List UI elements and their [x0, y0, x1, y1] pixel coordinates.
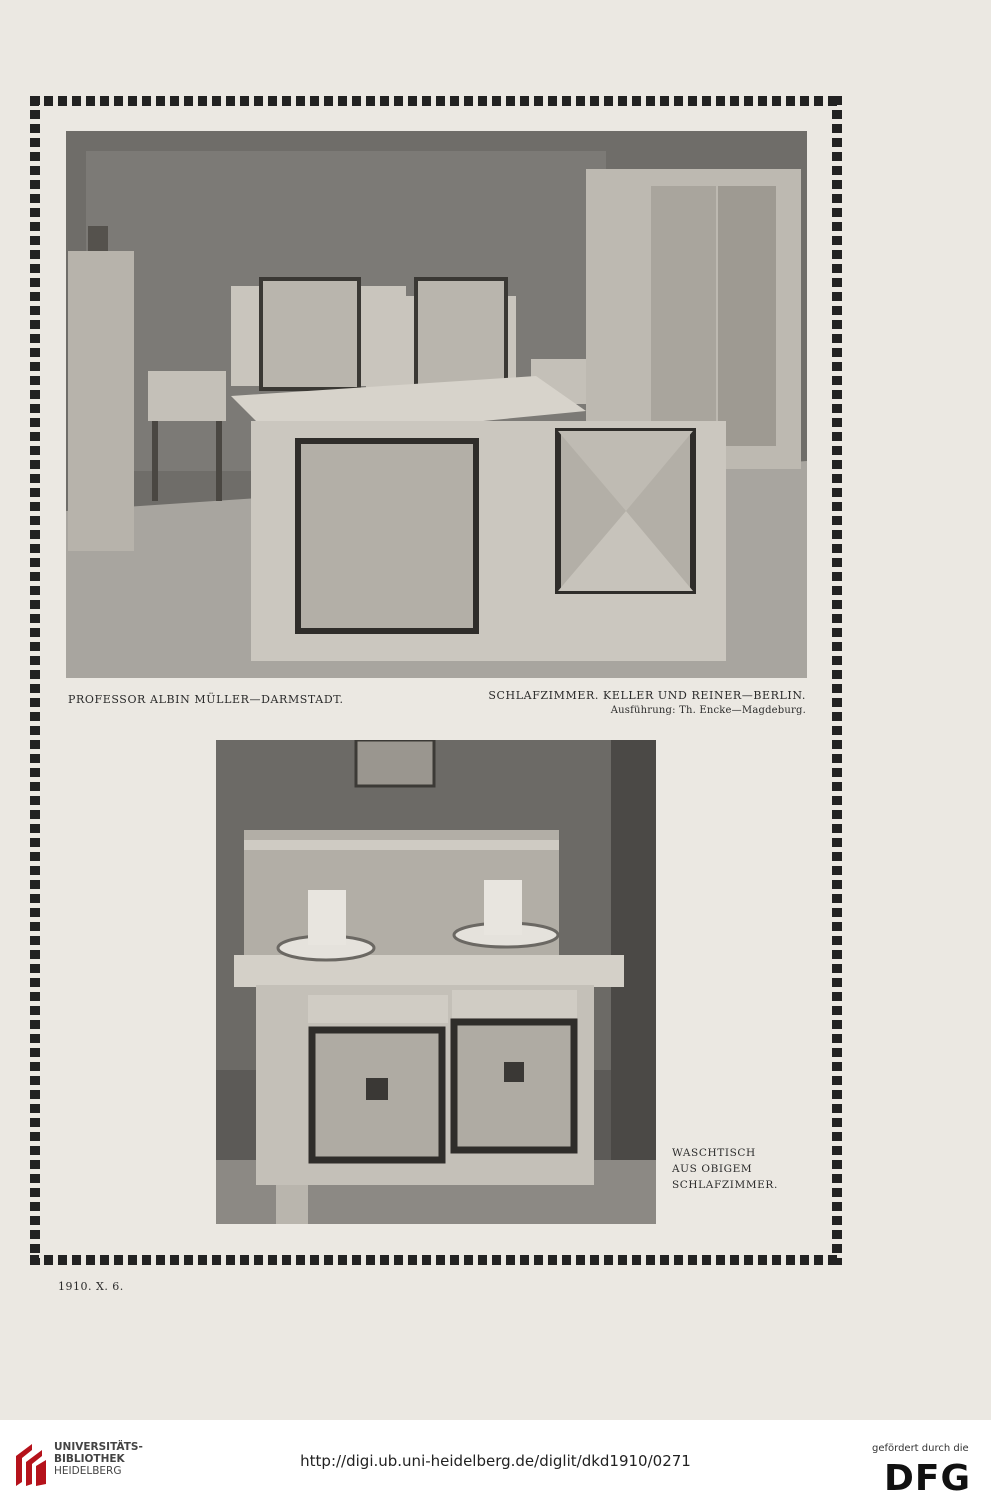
funder-note: gefördert durch die	[872, 1443, 969, 1454]
photo1-caption-designer: PROFESSOR ALBIN MÜLLER—DARMSTADT.	[68, 693, 344, 706]
page-folio: 1910. X. 6.	[58, 1280, 124, 1293]
frame-border-right	[832, 96, 842, 1265]
bedroom-photo	[66, 131, 807, 678]
library-name-line-3: HEIDELBERG	[54, 1465, 122, 1477]
photo2-caption-line-3: SCHLAFZIMMER.	[672, 1179, 778, 1191]
photo2-caption	[672, 1145, 778, 1193]
washstand-photo	[216, 740, 656, 1224]
permalink-url[interactable]: http://digi.ub.uni-heidelberg.de/diglit/dkd1910/0271	[300, 1452, 691, 1470]
photo1-caption-maker: Ausführung: Th. Encke—Magdeburg.	[610, 705, 806, 716]
library-name-line-1: UNIVERSITÄTS-	[54, 1441, 143, 1453]
photo2-caption-line-2: AUS OBIGEM	[672, 1163, 753, 1175]
photo2-caption-line-1: WASCHTISCH	[672, 1147, 756, 1159]
library-name-line-2: BIBLIOTHEK	[54, 1453, 125, 1465]
frame-border-left	[30, 96, 40, 1265]
frame-border-bottom	[30, 1255, 842, 1265]
frame-border-top	[30, 96, 842, 106]
dfg-logo[interactable]: DFG	[884, 1458, 972, 1499]
photo1-caption-title: SCHLAFZIMMER. KELLER UND REINER—BERLIN.	[488, 689, 806, 702]
